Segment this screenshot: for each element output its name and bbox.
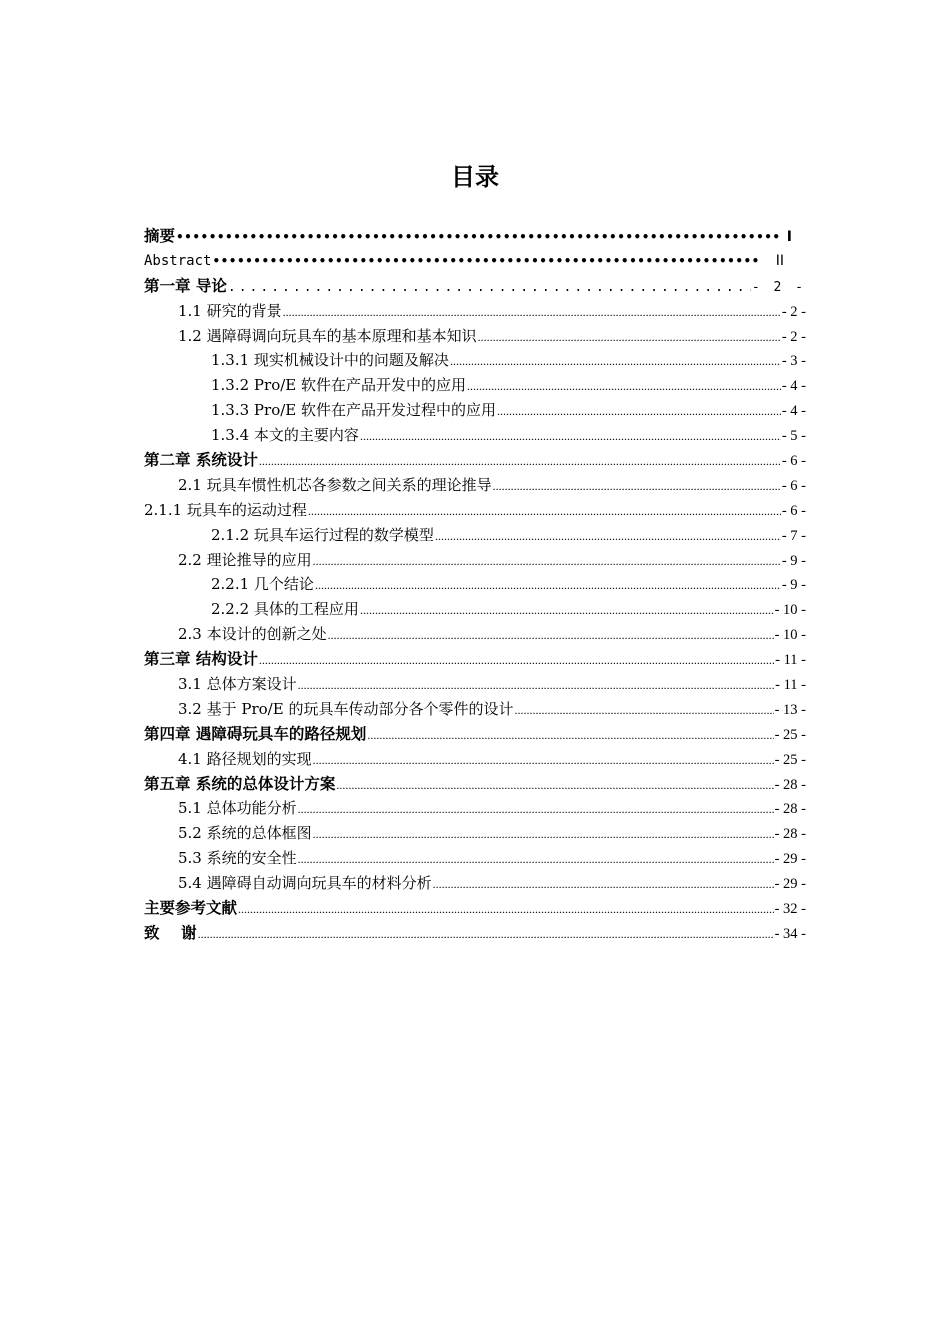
- toc-entry-page: - 28 -: [774, 801, 806, 818]
- toc-entry-label: 2.2.2 具体的工程应用: [211, 600, 359, 619]
- toc-leader-dots: [435, 524, 781, 549]
- toc-entry-label: 4.1 路径规划的实现: [178, 749, 312, 768]
- toc-entry-label: 第三章 结构设计: [144, 650, 258, 669]
- toc-entry-2-2[interactable]: [144, 548, 806, 573]
- toc-entry-page: - 29 -: [774, 851, 806, 868]
- toc-leader-dots: [328, 623, 774, 648]
- toc-entry-page: - 28 -: [774, 776, 806, 793]
- toc-entry-label: 3.2 基于 Pro/E 的玩具车传动部分各个零件的设计: [178, 699, 514, 718]
- toc-entry-page: - 29 -: [774, 876, 806, 893]
- toc-title: 目录: [451, 163, 499, 191]
- toc-entry-references[interactable]: [144, 896, 806, 921]
- toc-leader-dots: [228, 276, 751, 301]
- toc-entry-label: 第四章 遇障碍玩具车的路径规划: [144, 724, 367, 743]
- toc-entry-page: - 11 -: [775, 652, 806, 669]
- toc-entry-label: 1.3.2 Pro/E 软件在产品开发中的应用: [211, 376, 467, 395]
- toc-entry-label: 5.2 系统的总体框图: [178, 824, 312, 843]
- toc-leader-dots: [478, 325, 781, 350]
- toc-entry-2-2-1[interactable]: [144, 572, 806, 597]
- toc-leader-dots: [298, 797, 774, 822]
- toc-leader-dots: [336, 773, 773, 798]
- toc-entry-page: - 10 -: [774, 627, 806, 644]
- toc-entry-page: II: [775, 252, 784, 269]
- toc-entry-label: 2.1 玩具车惯性机芯各参数之间关系的理论推导: [178, 475, 492, 494]
- toc-entry-label: 1.3.1 现实机械设计中的问题及解决: [211, 351, 449, 370]
- toc-leader-dots: [238, 897, 774, 922]
- toc-leader-dots: [212, 249, 760, 274]
- toc-entry-1-1[interactable]: [144, 299, 806, 324]
- toc-entry-label: 摘要: [144, 227, 176, 245]
- toc-leader-dots: [313, 549, 781, 574]
- toc-entry-3-2[interactable]: [144, 697, 806, 722]
- toc-entry-page: - 28 -: [774, 826, 806, 843]
- toc-entry-label: 1.2 遇障碍调向玩具车的基本原理和基本知识: [178, 326, 477, 345]
- toc-entry-page: - 25 -: [774, 751, 806, 768]
- toc-entry-1-3-2[interactable]: [144, 373, 806, 398]
- toc-leader-dots: [315, 573, 781, 598]
- toc-entry-chapter-5[interactable]: [144, 772, 806, 797]
- toc-entry-page: - 5 -: [781, 428, 806, 445]
- toc-leader-dots: [493, 474, 781, 499]
- toc-entry-page: - 9 -: [781, 577, 806, 594]
- toc-leader-dots: [360, 598, 774, 623]
- toc-entry-1-3-4[interactable]: [144, 423, 806, 448]
- toc-entry-page: - 32 -: [774, 901, 806, 918]
- toc-entry-5-4[interactable]: [144, 871, 806, 896]
- toc-leader-dots: [360, 424, 781, 449]
- toc-leader-dots: [313, 822, 774, 847]
- toc-entry-acknowledgements[interactable]: [144, 921, 806, 946]
- toc-entry-label: 5.4 遇障碍自动调向玩具车的材料分析: [178, 874, 432, 893]
- toc-entry-2-3[interactable]: [144, 622, 806, 647]
- toc-entry-page: - 11 -: [775, 677, 806, 694]
- table-of-contents: [144, 224, 806, 946]
- toc-entry-5-1[interactable]: [144, 796, 806, 821]
- toc-entry-label: 主要参考文献: [144, 899, 238, 918]
- toc-entry-abstract-en[interactable]: [144, 249, 806, 274]
- toc-entry-label: 1.3.4 本文的主要内容: [211, 426, 359, 445]
- toc-leader-dots: [450, 349, 781, 374]
- toc-entry-page: - 2 -: [781, 303, 806, 320]
- toc-entry-label: 2.2.1 几个结论: [211, 575, 314, 594]
- toc-entry-label: 2.1.1 玩具车的运动过程: [144, 500, 307, 519]
- toc-leader-dots: [283, 300, 781, 325]
- toc-entry-label: 3.1 总体方案设计: [178, 675, 297, 694]
- toc-entry-label: 第二章 系统设计: [144, 451, 258, 470]
- toc-entry-page: - 9 -: [781, 552, 806, 569]
- toc-entry-label: 2.3 本设计的创新之处: [178, 625, 327, 644]
- toc-entry-1-3-1[interactable]: [144, 348, 806, 373]
- toc-entry-2-2-2[interactable]: [144, 597, 806, 622]
- toc-entry-page: - 6 -: [781, 453, 806, 470]
- toc-entry-1-2[interactable]: [144, 324, 806, 349]
- toc-entry-page: - 6 -: [781, 502, 806, 519]
- toc-entry-label: 2.1.2 玩具车运行过程的数学模型: [211, 525, 434, 544]
- toc-entry-label: Abstract: [144, 252, 212, 269]
- toc-entry-1-3-3[interactable]: [144, 398, 806, 423]
- toc-entry-3-1[interactable]: [144, 672, 806, 697]
- toc-entry-page: - 13 -: [774, 701, 806, 718]
- toc-entry-page: - 34 -: [774, 925, 806, 942]
- toc-leader-dots: [259, 648, 774, 673]
- toc-entry-label: 5.1 总体功能分析: [178, 799, 297, 818]
- toc-entry-label: 1.1 研究的背景: [178, 301, 282, 320]
- toc-leader-dots: [176, 225, 782, 250]
- toc-leader-dots: [497, 399, 781, 424]
- toc-entry-page: - 4 -: [781, 378, 806, 395]
- toc-leader-dots: [367, 723, 773, 748]
- toc-entry-2-1[interactable]: [144, 473, 806, 498]
- toc-entry-label: 第一章 导论: [144, 276, 227, 295]
- toc-entry-2-1-1[interactable]: [144, 498, 806, 523]
- toc-entry-label: 致 谢: [144, 923, 197, 942]
- toc-leader-dots: [308, 499, 781, 524]
- toc-entry-page: - 6 -: [781, 477, 806, 494]
- toc-entry-chapter-2[interactable]: [144, 448, 806, 473]
- toc-leader-dots: [514, 698, 773, 723]
- toc-entry-page: - 2 -: [751, 279, 806, 295]
- toc-leader-dots: [313, 748, 774, 773]
- toc-leader-dots: [298, 847, 774, 872]
- toc-entry-page: - 3 -: [781, 353, 806, 370]
- toc-leader-dots: [298, 673, 775, 698]
- toc-leader-dots: [467, 374, 781, 399]
- toc-entry-page: - 4 -: [781, 403, 806, 420]
- toc-entry-2-1-2[interactable]: [144, 523, 806, 548]
- toc-entry-5-2[interactable]: [144, 821, 806, 846]
- toc-entry-page: - 2 -: [781, 328, 806, 345]
- toc-entry-page: - 25 -: [774, 726, 806, 743]
- toc-entry-label: 5.3 系统的安全性: [178, 849, 297, 868]
- toc-entry-5-3[interactable]: [144, 846, 806, 871]
- toc-entry-label: 2.2 理论推导的应用: [178, 550, 312, 569]
- toc-entry-label: 1.3.3 Pro/E 软件在产品开发过程中的应用: [211, 401, 497, 420]
- toc-leader-dots: [198, 922, 774, 947]
- toc-entry-chapter-3[interactable]: [144, 647, 806, 672]
- toc-entry-page: I: [786, 229, 792, 245]
- toc-entry-chapter-1[interactable]: [144, 274, 806, 299]
- toc-entry-page: - 7 -: [781, 527, 806, 544]
- toc-entry-4-1[interactable]: [144, 747, 806, 772]
- toc-entry-page: - 10 -: [774, 602, 806, 619]
- toc-entry-abstract-cn[interactable]: [144, 224, 806, 249]
- toc-leader-dots: [259, 449, 781, 474]
- toc-leader-dots: [433, 872, 774, 897]
- toc-entry-label: 第五章 系统的总体设计方案: [144, 774, 336, 793]
- toc-entry-chapter-4[interactable]: [144, 722, 806, 747]
